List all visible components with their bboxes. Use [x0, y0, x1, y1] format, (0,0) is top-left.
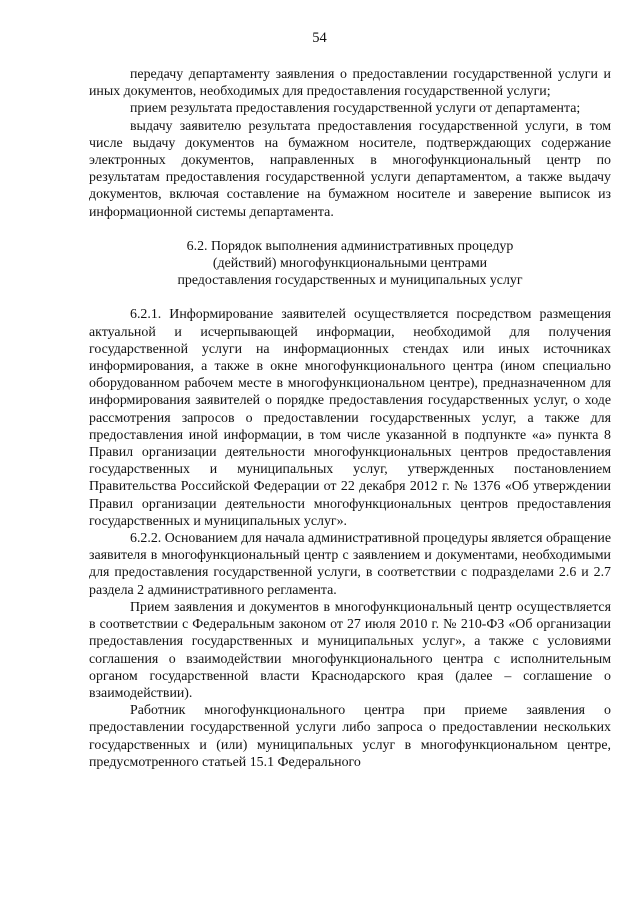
- paragraph-transfer-application: передачу департаменту заявления о предоставлении государственной услуги и иных документов, необходимых для предоставления государственной услуги;: [89, 67, 611, 100]
- section-heading: [89, 238, 611, 290]
- paragraph-6-2-2: 6.2.2. Основанием для начала административной процедуры является обращение заявителя в многофункциональный центр с заявлением и документами, необходимыми для предоставления государственной услуги, в соответствии с подразделами 2.6 и 2.7 раздела 2 административного регламента.: [89, 531, 611, 598]
- paragraph-receive-result: прием результата предоставления государственной услуги от департамента;: [130, 101, 581, 117]
- page-number: 54: [312, 30, 327, 46]
- document-body: [89, 66, 611, 771]
- section-heading-line: предоставления государственных и муниципальных услуг: [177, 273, 523, 289]
- section-heading-line: 6.2. Порядок выполнения административных процедур: [186, 238, 514, 254]
- section-heading-line: (действий) многофункциональными центрами: [212, 256, 488, 272]
- paragraph-6-2-1: 6.2.1. Информирование заявителей осуществляется посредством размещения актуальной и исчерпывающей информации, необходимой для получения государственной услуги на информационных стендах или иных источниках информирования, а также в окне многофункционального центра (ином специально оборудованном рабочем месте в многофункциональном центре), предназначенном для информирования заявителей о порядке предоставления государственных услуг, о ходе рассмотрения запросов о предоставлении государственных услуг, а также для предоставления иной информации, в том числе указанной в подпункте «а» пункта 8 Правил организации деятельности многофункциональных центров предоставления государственных и муниципальных услуг, утвержденных постановлением Правительства Российской Федерации от 22 декабря 2012 г. № 1376 «Об утверждении Правил организации деятельности многофункциональных центров предоставления государственных и муниципальных услуг».: [89, 307, 611, 529]
- paragraph-reception-documents: Прием заявления и документов в многофункциональный центр осуществляется в соответствии с Федеральным законом от 27 июля 2010 г. № 210-ФЗ «Об организации предоставления государственных и муниципальных услуг», а также с условиями соглашения о взаимодействии многофункционального центра с исполнительным органом государственной власти Краснодарского края (далее – соглашение о взаимодействии).: [89, 599, 611, 701]
- paragraph-mfc-worker: Работник многофункционального центра при приеме заявления о предоставлении государственной услуги либо запроса о предоставлении нескольких государственных и (или) муниципальных услуг в многофункциональном центре, предусмотренного статьей 15.1 Федерального: [89, 703, 611, 770]
- paragraph-issue-result: выдачу заявителю результата предоставления государственной услуги, в том числе выдачу документов на бумажном носителе, подтверждающих содержание электронных документов, направленных в многофункциональный центр по результатам предоставления государственной услуги департаментом, а также выдачу документов, включая составление на бумажном носителе и заверение выписок из информационной системы департамента.: [89, 118, 611, 220]
